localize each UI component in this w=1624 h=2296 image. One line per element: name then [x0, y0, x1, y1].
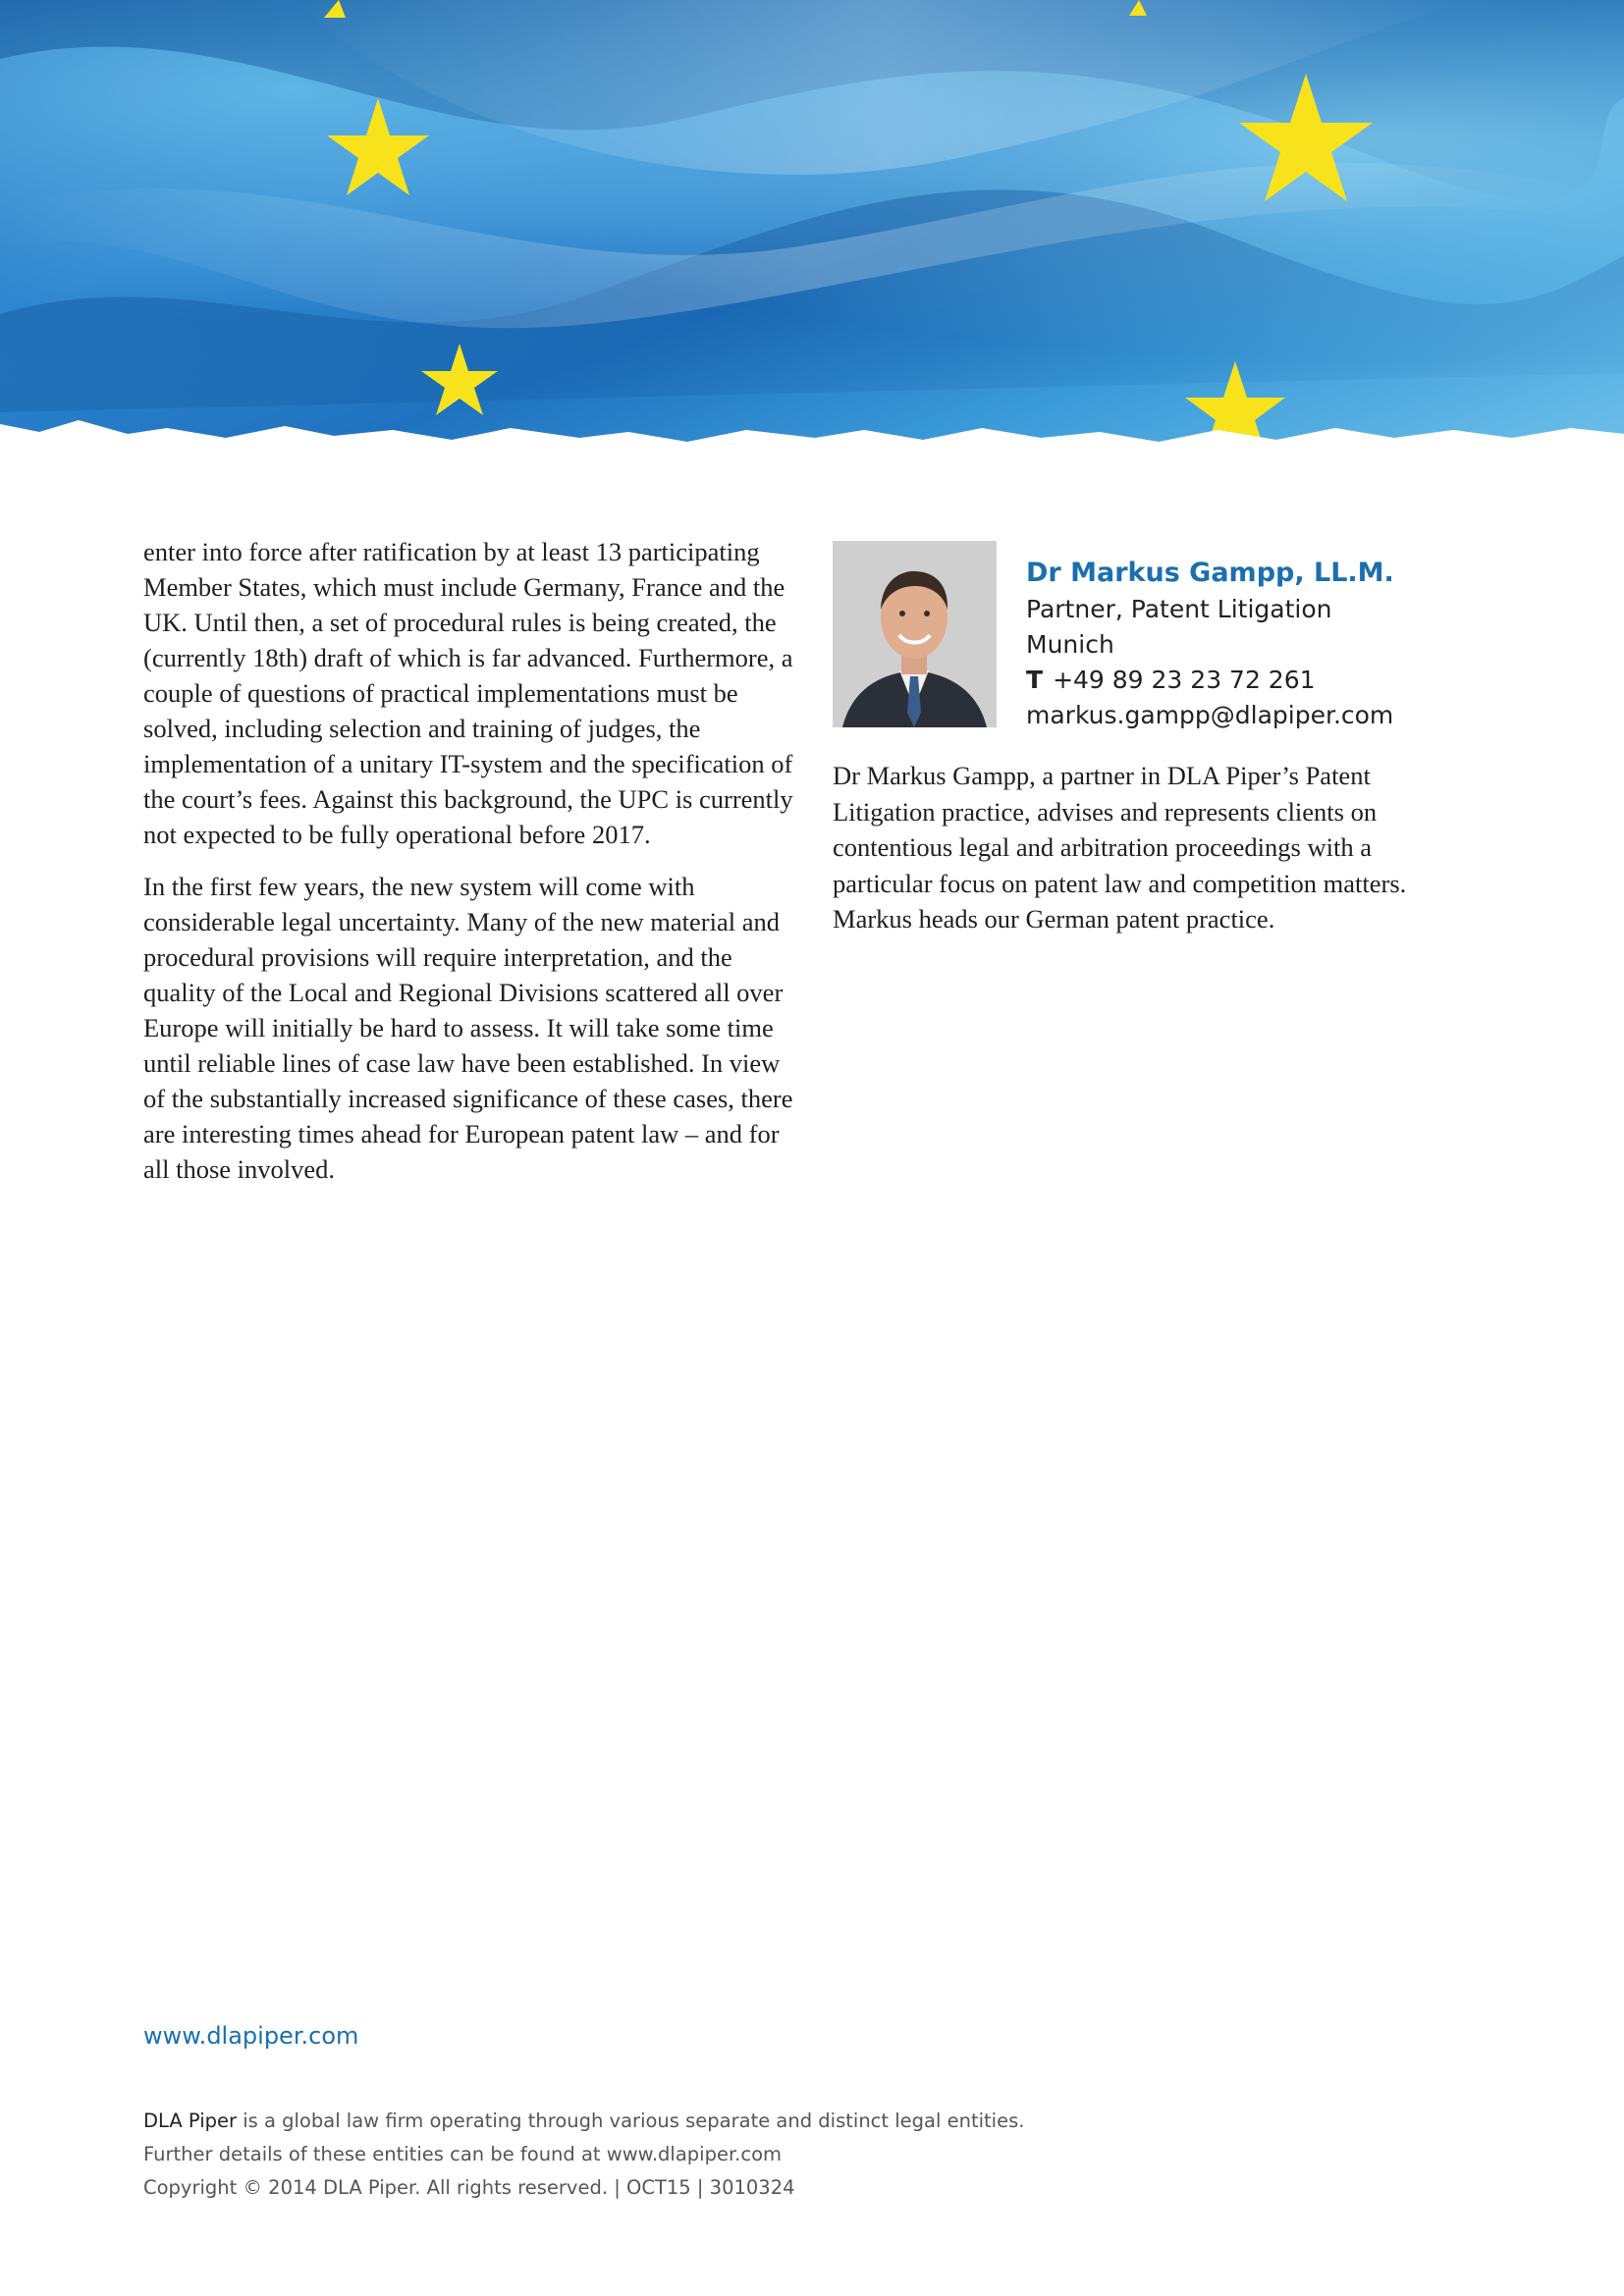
article-body — [143, 534, 801, 1203]
contact-role: Partner, Patent Litigation — [1026, 595, 1332, 623]
footer-copyright: Copyright © 2014 DLA Piper. All rights reserved. | OCT15 | 3010324 — [143, 2176, 795, 2199]
flag-star — [327, 98, 429, 195]
contact-email[interactable]: markus.gampp@dlapiper.com — [1026, 701, 1394, 729]
portrait-image — [833, 541, 997, 727]
eu-flag-image — [0, 0, 1624, 452]
footer-legal-line — [143, 2105, 1322, 2138]
footer-line2: Further details of these entities can be found at www.dlapiper.com — [143, 2143, 783, 2165]
footer-brand: DLA Piper — [143, 2109, 238, 2132]
article-paragraph: In the first few years, the new system will come with considerable legal uncertainty. Many of the new material and procedural provisions will require interpretation, and the quality of the Local and Regional Divisions scattered all over Europe will initially be hard to assess. It will take some time until reliable lines of case law have been established. In view of the substantially increased significance of these cases, there are interesting times ahead for European patent law – and for all those involved. — [143, 872, 793, 1184]
phone-label: T — [1026, 666, 1044, 694]
contact-bio: Dr Markus Gampp, a partner in DLA Piper’s Patent Litigation practice, advises and represents clients on contentious legal and arbitration proceedings with a particular focus on patent law and competition matters. Markus heads our German patent practice. — [833, 761, 1407, 934]
contact-name: Dr Markus Gampp, LL.M. — [1026, 558, 1394, 588]
footer-website-link[interactable]: www.dlapiper.com — [143, 2022, 359, 2050]
article-paragraph: enter into force after ratification by at least 13 participating Member States, which must include Germany, France and the UK. Until then, a set of procedural rules is being created, the (currently 18th) draft of which is far advanced. Furthermore, a couple of questions of practical implementations must be solved, including selection and training of judges, the implementation of a unitary IT-system and the specification of the court’s fees. Against this background, the UPC is currently not expected to be fully operational before 2017. — [143, 537, 793, 849]
profile-photo — [833, 541, 997, 727]
footer-line1: is a global law firm operating through various separate and distinct legal entities. — [237, 2109, 1025, 2132]
footer-legal — [143, 2105, 1322, 2205]
contact-phone[interactable]: +49 89 23 23 72 261 — [1053, 666, 1316, 694]
contact-card — [1026, 555, 1419, 733]
contact-city: Munich — [1026, 630, 1114, 659]
eu-flag-banner — [0, 0, 1624, 452]
contact-phone-row — [1026, 663, 1419, 698]
